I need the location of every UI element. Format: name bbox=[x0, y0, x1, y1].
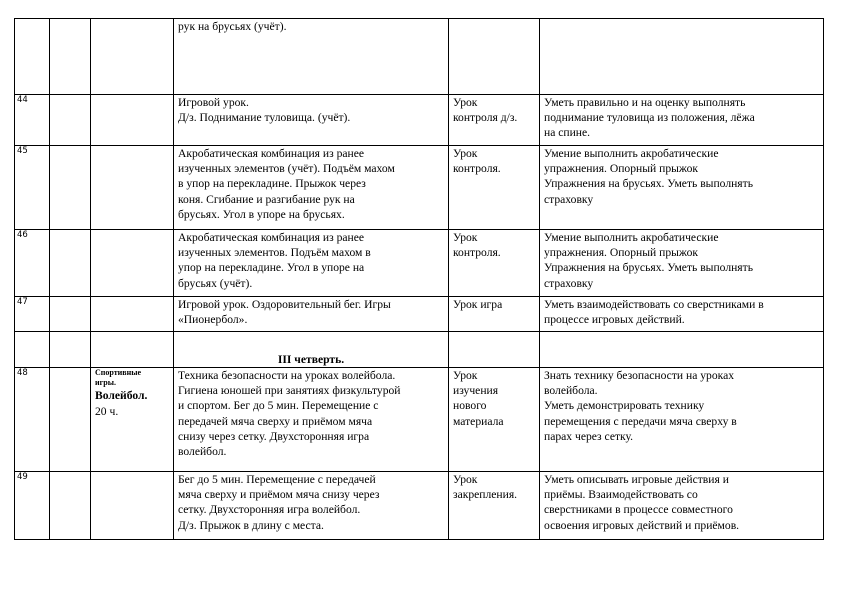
lesson-content: Техника безопасности на уроках волейбола. Гигиена юношей при занятиях физкультурой и спортом. Бег до 5 мин. Перемещение с передачей мяча сверху и приёмом мяча снизу через сетку. Двухсторонняя игра волейбол. bbox=[174, 368, 449, 472]
lesson-requirements: Умение выполнить акробатические упражнения. Опорный прыжок Упражнения на брусьях. Уметь выполнять страховку bbox=[540, 146, 824, 230]
lesson-number: 46 bbox=[15, 230, 50, 297]
table-row bbox=[15, 368, 824, 472]
topic-cell bbox=[91, 297, 174, 332]
topic-cell bbox=[91, 332, 174, 368]
lesson-content: рук на брусьях (учёт). bbox=[174, 19, 449, 95]
date-cell bbox=[50, 230, 91, 297]
lesson-requirements: Уметь правильно и на оценку выполнять поднимание туловища из положения, лёжа на спине. bbox=[540, 95, 824, 146]
lesson-requirements bbox=[540, 19, 824, 95]
date-cell bbox=[50, 19, 91, 95]
lesson-type bbox=[449, 332, 540, 368]
lesson-requirements: Уметь описывать игровые действия и приёмы. Взаимодействовать со сверстниками в процессе совместного освоения игровых действий и приёмов. bbox=[540, 472, 824, 540]
table-row bbox=[15, 472, 824, 540]
date-cell bbox=[50, 472, 91, 540]
topic-cell bbox=[91, 368, 174, 472]
lesson-number bbox=[15, 332, 50, 368]
lesson-content: Акробатическая комбинация из ранее изученных элементов (учёт). Подъём махом в упор на перекладине. Прыжок через коня. Сгибание и разгибание рук на брусьях. Угол в упоре на брусьях. bbox=[174, 146, 449, 230]
topic-cell bbox=[91, 472, 174, 540]
topic-sport: Волейбол. bbox=[95, 389, 148, 402]
topic-cell bbox=[91, 230, 174, 297]
lesson-number bbox=[15, 19, 50, 95]
date-cell bbox=[50, 332, 91, 368]
topic-hours: 20 ч. bbox=[95, 405, 119, 418]
table-row bbox=[15, 95, 824, 146]
lesson-number: 49 bbox=[15, 472, 50, 540]
lesson-plan-table bbox=[14, 18, 824, 540]
table-row bbox=[15, 332, 824, 368]
lesson-requirements: Уметь взаимодействовать со сверстниками в процессе игровых действий. bbox=[540, 297, 824, 332]
topic-section: Спортивные игры. bbox=[95, 368, 141, 387]
date-cell bbox=[50, 146, 91, 230]
lesson-type: Урок игра bbox=[449, 297, 540, 332]
lesson-requirements bbox=[540, 332, 824, 368]
lesson-type: Урок контроля. bbox=[449, 230, 540, 297]
table-row bbox=[15, 230, 824, 297]
lesson-content: Бег до 5 мин. Перемещение с передачей мяча сверху и приёмом мяча снизу через сетку. Двухсторонняя игра волейбол. Д/з. Прыжок в длину с места. bbox=[174, 472, 449, 540]
lesson-type: Урок контроля. bbox=[449, 146, 540, 230]
lesson-content: Акробатическая комбинация из ранее изученных элементов. Подъём махом в упор на перекладине. Угол в упоре на брусьях (учёт). bbox=[174, 230, 449, 297]
table-row bbox=[15, 19, 824, 95]
lesson-requirements: Умение выполнить акробатические упражнения. Опорный прыжок Упражнения на брусьях. Уметь выполнять страховку bbox=[540, 230, 824, 297]
lesson-requirements: Знать технику безопасности на уроках волейбола. Уметь демонстрировать технику перемещения с передачи мяча сверху в парах через сетку. bbox=[540, 368, 824, 472]
quarter-heading: III четверть. bbox=[174, 332, 449, 368]
topic-cell bbox=[91, 146, 174, 230]
lesson-number: 45 bbox=[15, 146, 50, 230]
lesson-type: Урок закрепления. bbox=[449, 472, 540, 540]
lesson-number: 48 bbox=[15, 368, 50, 472]
table-row bbox=[15, 297, 824, 332]
topic-cell bbox=[91, 95, 174, 146]
lesson-type: Урок контроля д/з. bbox=[449, 95, 540, 146]
lesson-type: Урок изучения нового материала bbox=[449, 368, 540, 472]
lesson-number: 44 bbox=[15, 95, 50, 146]
date-cell bbox=[50, 368, 91, 472]
lesson-number: 47 bbox=[15, 297, 50, 332]
lesson-type bbox=[449, 19, 540, 95]
lesson-content: Игровой урок. Д/з. Поднимание туловища. (учёт). bbox=[174, 95, 449, 146]
table-row bbox=[15, 146, 824, 230]
topic-cell bbox=[91, 19, 174, 95]
date-cell bbox=[50, 297, 91, 332]
lesson-content: Игровой урок. Оздоровительный бег. Игры «Пионербол». bbox=[174, 297, 449, 332]
date-cell bbox=[50, 95, 91, 146]
